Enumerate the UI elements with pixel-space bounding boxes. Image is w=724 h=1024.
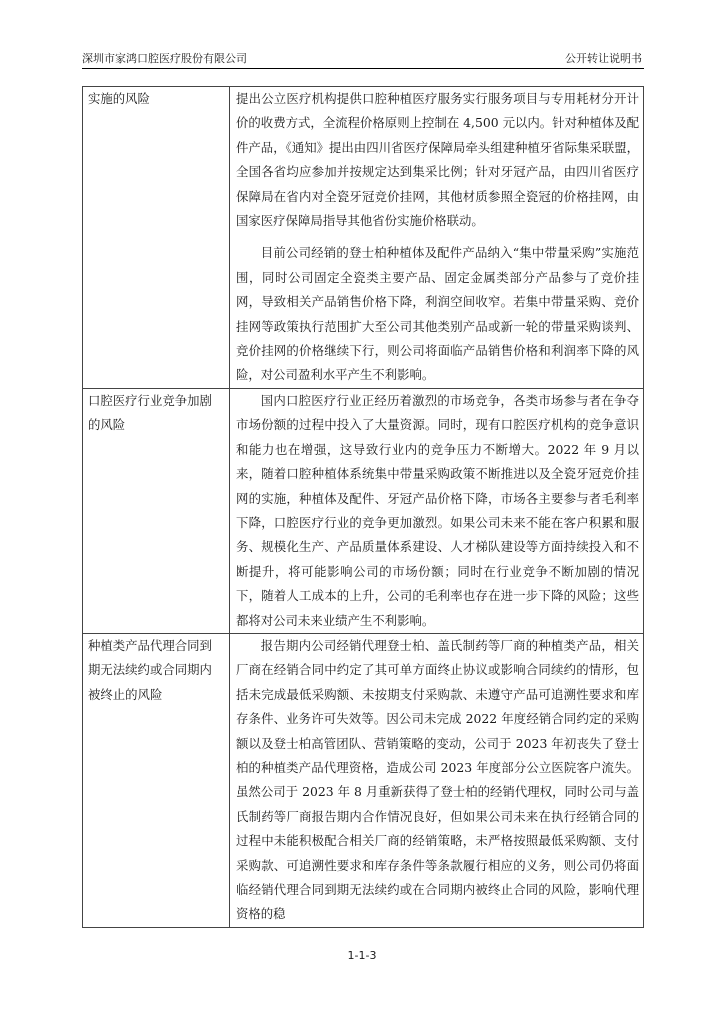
risk-description-cell — [230, 87, 644, 389]
risk-paragraph: 国内口腔医疗行业正经历着激烈的市场竞争，各类市场参与者在争夺市场份额的过程中投入了大量资源。同时，现有口腔医疗机构的竞争意识和能力也在增强，这导致行业内的竞争压力不断增大。2022 年 9 月以来，随着口腔种植体系统集中带量采购政策不断推进以及全瓷牙冠竞价挂网的实施，种植体及配件、牙冠产品价格下降，市场各主要参与者毛利率下降，口腔医疗行业的竞争更加激烈。如果公司未来不能在客户积累和服务、规模化生产、产品质量体系建设、人才梯队建设等方面持续投入和不断提升，将可能影响公司的市场份额；同时在行业竞争不断加剧的情况下，随着人工成本的上升，公司的毛利率也存在进一步下降的风险；这些都将对公司未来业绩产生不利影响。 — [236, 392, 639, 628]
page-number: 1-1-3 — [347, 949, 377, 962]
table-row — [83, 87, 644, 389]
table-row — [83, 633, 644, 927]
risk-name-cell — [83, 633, 230, 927]
risk-name: 口腔医疗行业竞争加剧的风险 — [88, 392, 212, 433]
risk-paragraph: 报告期内公司经销代理登士柏、盖氏制药等厂商的种植类产品，相关厂商在经销合同中约定了其可单方面终止协议或影响合同续约的情形，包括未完成最低采购额、未按期支付采购款、未遵守产品可追溯性要求和库存条件、业务许可失效等。因公司未完成 2022 年度经销合同约定的采购额以及登士柏高管团队、营销策略的变动，公司于 2023 年初丧失了登士柏的种植类产品代理资格，造成公司 2023 年度部分公立医院客户流失。虽然公司于 2023 年 8 月重新获得了登士柏的经销代理权，同时公司与盖氏制药等厂商报告期内合作情况良好，但如果公司未来在执行经销合同的过程中未能积极配合相关厂商的经销策略，未严格按照最低采购额、支付采购款、可追溯性要求和库存条件等条款履行相应的义务，则公司仍将面临经销代理合同到期无法续约或在合同期内被终止合同的风险，影响代理资格的稳 — [236, 637, 639, 922]
risk-name: 种植类产品代理合同到期无法续约或合同期内被终止的风险 — [88, 637, 212, 702]
risk-description-cell — [230, 388, 644, 633]
company-name: 深圳市家鸿口腔医疗股份有限公司 — [82, 52, 247, 65]
header-divider — [82, 68, 644, 69]
page-header — [82, 50, 644, 68]
risk-name-cell — [83, 388, 230, 633]
risk-name: 实施的风险 — [88, 91, 150, 106]
risk-factor-table — [82, 86, 644, 928]
risk-description-cell — [230, 633, 644, 927]
risk-paragraph: 目前公司经销的登士柏种植体及配件产品纳入“集中带量采购”实施范围，同时公司固定全瓷类主要产品、固定金属类部分产品参与了竞价挂网，导致相关产品销售价格下降，利润空间收窄。若集中带量采购、竞价挂网等政策执行范围扩大至公司其他类别产品或新一轮的带量采购谈判、竞价挂网的价格继续下行，则公司将面临产品销售价格和利润率下降的风险，对公司盈利水平产生不利影响。 — [236, 245, 639, 383]
risk-name-cell — [83, 87, 230, 389]
document-type: 公开转让说明书 — [565, 52, 642, 65]
risk-paragraph: 提出公立医疗机构提供口腔种植医疗服务实行服务项目与专用耗材分开计价的收费方式，全流程价格原则上控制在 4,500 元以内。针对种植体及配件产品，《通知》提出由四川省医疗保障局牵头组建种植牙省际集采联盟，全国各省均应参加并按规定达到集采比例；针对牙冠产品，由四川省医疗保障局在省内对全瓷牙冠竞价挂网，其他材质参照全瓷冠的价格挂网，由国家医疗保障局指导其他省份实施价格联动。 — [236, 91, 639, 229]
table-row — [83, 388, 644, 633]
